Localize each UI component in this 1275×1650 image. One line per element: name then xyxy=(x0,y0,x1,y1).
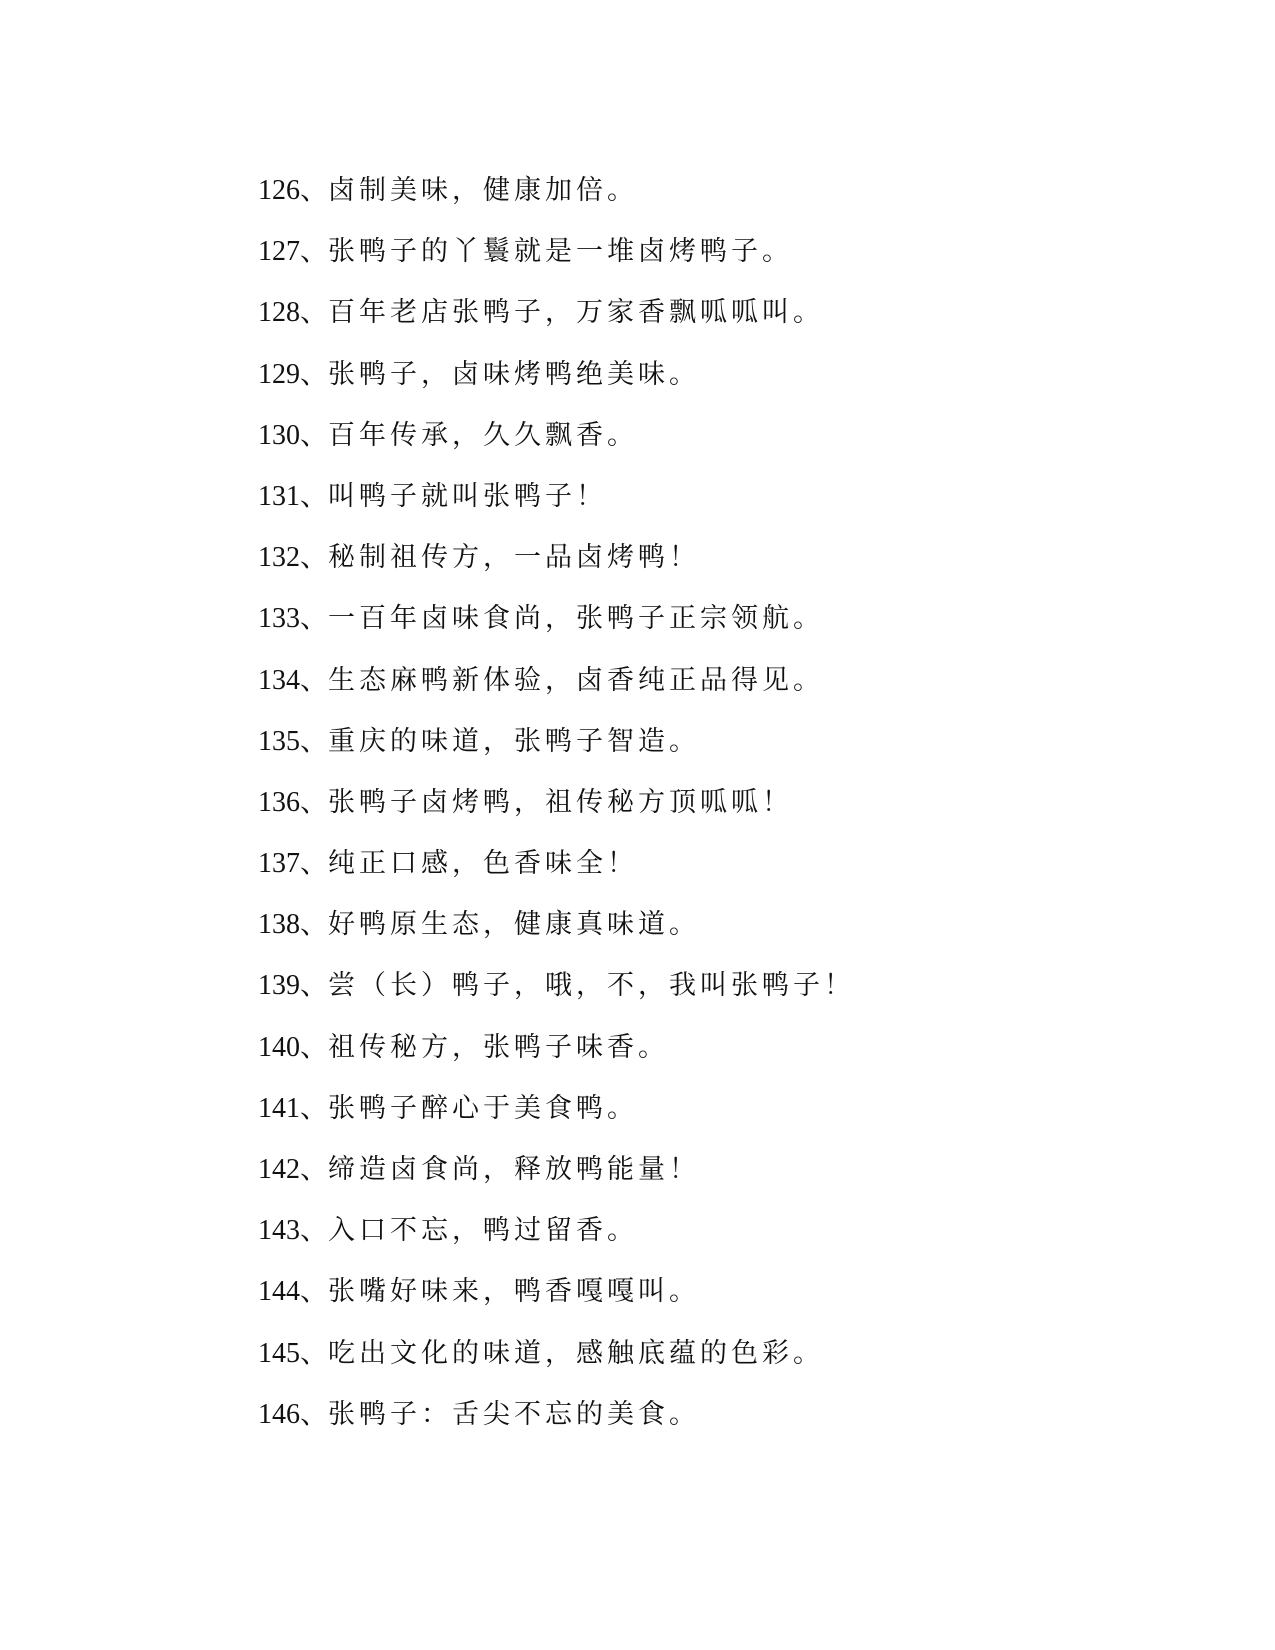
item-number: 132、 xyxy=(258,542,329,574)
list-item xyxy=(258,405,855,466)
list-item xyxy=(258,282,855,343)
item-number: 134、 xyxy=(258,664,329,696)
item-number: 136、 xyxy=(258,786,329,818)
list-item xyxy=(258,894,855,955)
item-text: 吃出文化的味道，感触底蕴的色彩。 xyxy=(328,1337,825,1369)
item-text: 张鸭子：舌尖不忘的美食。 xyxy=(328,1398,701,1430)
item-text: 祖传秘方，张鸭子味香。 xyxy=(328,1031,670,1063)
item-text: 好鸭原生态，健康真味道。 xyxy=(328,909,701,941)
list-item xyxy=(258,833,855,894)
list-item xyxy=(258,221,855,282)
list-item xyxy=(258,344,855,405)
item-text: 尝（长）鸭子，哦，不，我叫张鸭子！ xyxy=(328,970,856,1002)
item-text: 叫鸭子就叫张鸭子！ xyxy=(328,480,608,512)
item-number: 130、 xyxy=(258,419,329,451)
list-item xyxy=(258,650,855,711)
item-text: 张鸭子，卤味烤鸭绝美味。 xyxy=(328,358,701,390)
item-number: 126、 xyxy=(258,175,329,206)
item-number: 129、 xyxy=(258,358,329,390)
list-item xyxy=(258,1017,855,1078)
item-number: 140、 xyxy=(258,1031,329,1063)
item-text: 百年老店张鸭子，万家香飘呱呱叫。 xyxy=(328,297,825,329)
list-item xyxy=(258,955,855,1016)
item-text: 重庆的味道，张鸭子智造。 xyxy=(328,725,701,757)
item-number: 127、 xyxy=(258,236,329,268)
item-text: 生态麻鸭新体验，卤香纯正品得见。 xyxy=(328,664,825,696)
list-item xyxy=(258,772,855,833)
list-item xyxy=(258,588,855,649)
item-text: 张鸭子醉心于美食鸭。 xyxy=(328,1092,639,1124)
item-number: 137、 xyxy=(258,848,329,880)
item-text: 纯正口感，色香味全！ xyxy=(328,848,639,880)
list-item xyxy=(258,1078,855,1139)
slogan-list xyxy=(258,160,855,1445)
item-text: 秘制祖传方，一品卤烤鸭！ xyxy=(328,542,701,574)
list-item xyxy=(258,711,855,772)
list-item xyxy=(258,160,855,221)
item-text: 百年传承，久久飘香。 xyxy=(328,419,639,451)
list-item xyxy=(258,1384,855,1445)
item-number: 144、 xyxy=(258,1276,329,1308)
item-number: 131、 xyxy=(258,480,329,512)
item-number: 133、 xyxy=(258,603,329,635)
item-number: 139、 xyxy=(258,970,329,1002)
item-number: 145、 xyxy=(258,1337,329,1369)
item-text: 一百年卤味食尚，张鸭子正宗领航。 xyxy=(328,603,825,635)
item-text: 张嘴好味来，鸭香嘎嘎叫。 xyxy=(328,1276,701,1308)
list-item xyxy=(258,466,855,527)
item-text: 入口不忘，鸭过留香。 xyxy=(328,1215,639,1247)
list-item xyxy=(258,1323,855,1384)
item-number: 142、 xyxy=(258,1154,329,1185)
item-number: 146、 xyxy=(258,1398,329,1430)
item-number: 128、 xyxy=(258,297,329,329)
list-item xyxy=(258,527,855,588)
item-number: 141、 xyxy=(258,1092,329,1124)
list-item xyxy=(258,1261,855,1322)
item-number: 135、 xyxy=(258,725,329,757)
item-text: 卤制美味，健康加倍。 xyxy=(328,175,639,206)
list-item xyxy=(258,1139,855,1200)
item-text: 缔造卤食尚，释放鸭能量！ xyxy=(328,1154,701,1185)
item-text: 张鸭子卤烤鸭，祖传秘方顶呱呱！ xyxy=(328,786,794,818)
item-text: 张鸭子的丫鬟就是一堆卤烤鸭子。 xyxy=(328,236,794,268)
item-number: 143、 xyxy=(258,1215,329,1247)
list-item xyxy=(258,1200,855,1261)
item-number: 138、 xyxy=(258,909,329,941)
